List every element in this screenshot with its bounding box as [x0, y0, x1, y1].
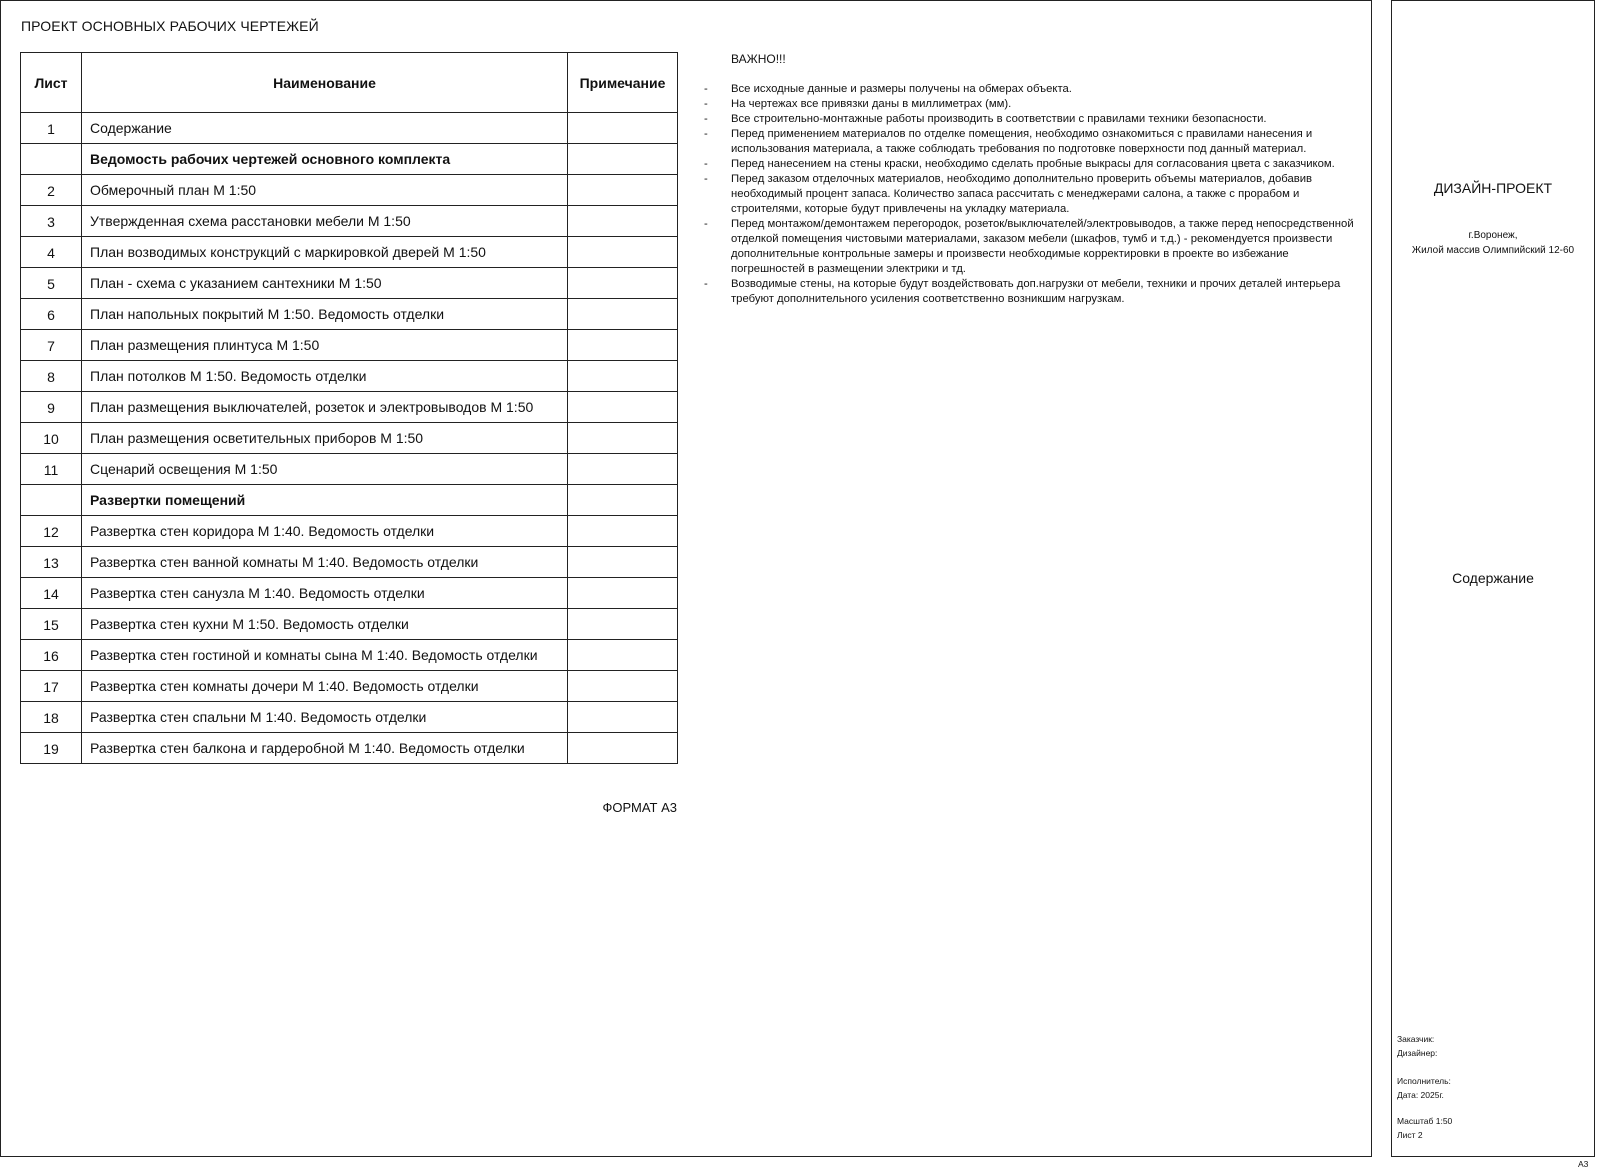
sheet-note-cell: [568, 578, 678, 609]
note-bullet: -: [704, 83, 708, 95]
note-item: [704, 112, 1354, 127]
document-title: ПРОЕКТ ОСНОВНЫХ РАБОЧИХ ЧЕРТЕЖЕЙ: [21, 18, 319, 34]
sheet-name-cell: Развертка стен спальни М 1:40. Ведомость отделки: [82, 702, 568, 733]
sheet-note-cell: [568, 237, 678, 268]
sheet-number-cell: 1: [21, 113, 82, 144]
table-row: [21, 454, 678, 485]
table-row: [21, 392, 678, 423]
sheet-number-cell: 9: [21, 392, 82, 423]
table-row: [21, 733, 678, 764]
sheet-name-cell: Сценарий освещения М 1:50: [82, 454, 568, 485]
sheet-number-cell: 6: [21, 299, 82, 330]
note-text: Возводимые стены, на которые будут воздействовать доп.нагрузки от мебели, техники и прочих деталей интерьера требуют дополнительного усиления соответственно возникшим нагрузкам.: [731, 278, 1341, 305]
sheet-name-cell: План напольных покрытий М 1:50. Ведомость отделки: [82, 299, 568, 330]
table-row: [21, 206, 678, 237]
date-label: Дата: 2025г.: [1397, 1090, 1444, 1100]
city: г.Воронеж,: [1468, 230, 1518, 241]
sheet-name-cell: Развертка стен ванной комнаты М 1:40. Ведомость отделки: [82, 547, 568, 578]
note-bullet: -: [704, 158, 708, 170]
table-row: [21, 299, 678, 330]
note-item: [704, 277, 1354, 307]
note-item: [704, 127, 1354, 157]
sheet-list-table: [20, 52, 678, 764]
sheet-name-cell: Развертка стен коридора М 1:40. Ведомость отделки: [82, 516, 568, 547]
header-name: Наименование: [82, 53, 568, 113]
sheet-number-cell: 10: [21, 423, 82, 454]
sheet-note-cell: [568, 609, 678, 640]
sheet-note-cell: [568, 640, 678, 671]
table-row: [21, 547, 678, 578]
header-note: Примечание: [568, 53, 678, 113]
sheet-note-cell: [568, 113, 678, 144]
sheet-number-cell: 11: [21, 454, 82, 485]
table-row: [21, 609, 678, 640]
sheet-name-cell: План - схема с указанием сантехники М 1:50: [82, 268, 568, 299]
table-row: [21, 702, 678, 733]
table-row: [21, 423, 678, 454]
sheet-name-cell: Развертка стен кухни М 1:50. Ведомость отделки: [82, 609, 568, 640]
sheet-number-cell: 2: [21, 175, 82, 206]
note-bullet: -: [704, 98, 708, 110]
sheet-name-cell: Развертка стен санузла М 1:40. Ведомость отделки: [82, 578, 568, 609]
sheet-name-cell: Развертка стен гостиной и комнаты сына М 1:40. Ведомость отделки: [82, 640, 568, 671]
sheet-name-cell: Содержание: [82, 113, 568, 144]
executor-label: Исполнитель:: [1397, 1076, 1451, 1086]
note-bullet: -: [704, 173, 708, 185]
table-header-row: [21, 53, 678, 113]
table-row: [21, 268, 678, 299]
sheet-number-cell: 12: [21, 516, 82, 547]
sheet-name-cell: Ведомость рабочих чертежей основного комплекта: [82, 144, 568, 175]
sheet-name-cell: Утвержденная схема расстановки мебели М 1:50: [82, 206, 568, 237]
table-row: [21, 640, 678, 671]
sheet-name: Содержание: [1452, 570, 1534, 586]
sheet-name-cell: Развертка стен балкона и гардеробной М 1:40. Ведомость отделки: [82, 733, 568, 764]
sheet-number-cell: 17: [21, 671, 82, 702]
header-sheet: Лист: [21, 53, 82, 113]
sheet-note-cell: [568, 392, 678, 423]
sheet-name-cell: Развертки помещений: [82, 485, 568, 516]
notes-list: [704, 82, 1354, 307]
note-bullet: -: [704, 113, 708, 125]
sheet-note-cell: [568, 361, 678, 392]
sheet-number-cell: 8: [21, 361, 82, 392]
project-type: ДИЗАЙН-ПРОЕКТ: [1433, 180, 1553, 196]
sheet-number-cell: 4: [21, 237, 82, 268]
designer-label: Дизайнер:: [1397, 1048, 1438, 1058]
sheet-note-cell: [568, 671, 678, 702]
sheet-number-cell: [21, 485, 82, 516]
sheet-note-cell: [568, 454, 678, 485]
sheet-number-cell: 19: [21, 733, 82, 764]
sheet-name-cell: План размещения осветительных приборов М 1:50: [82, 423, 568, 454]
scale-label: Масштаб 1:50: [1397, 1116, 1453, 1126]
sheet-name-cell: План возводимых конструкций с маркировкой дверей М 1:50: [82, 237, 568, 268]
note-item: [704, 157, 1354, 172]
table-row: [21, 113, 678, 144]
note-text: Все строительно-монтажные работы производить в соответствии с правилами техники безопасности.: [731, 113, 1267, 125]
sheet-note-cell: [568, 423, 678, 454]
note-item: [704, 97, 1354, 112]
sheet-note-cell: [568, 206, 678, 237]
table-row: [21, 578, 678, 609]
note-text: Все исходные данные и размеры получены на обмерах объекта.: [731, 83, 1072, 95]
note-item: [704, 217, 1354, 277]
sheet-number-cell: [21, 144, 82, 175]
sheet-number-label: Лист 2: [1397, 1130, 1423, 1140]
sheet-number-cell: 5: [21, 268, 82, 299]
sheet-name-cell: План размещения плинтуса М 1:50: [82, 330, 568, 361]
sheet-number-cell: 3: [21, 206, 82, 237]
table-row: [21, 516, 678, 547]
table-row: [21, 485, 678, 516]
sheet-name-cell: План размещения выключателей, розеток и электровыводов М 1:50: [82, 392, 568, 423]
sheet-name-cell: Обмерочный план М 1:50: [82, 175, 568, 206]
table-row: [21, 144, 678, 175]
notes-heading: ВАЖНО!!!: [731, 52, 786, 66]
table-row: [21, 671, 678, 702]
sheet-note-cell: [568, 299, 678, 330]
sheet-note-cell: [568, 516, 678, 547]
sheet-note-cell: [568, 175, 678, 206]
sheet-number-cell: 7: [21, 330, 82, 361]
note-bullet: -: [704, 278, 708, 290]
note-item: [704, 172, 1354, 217]
sheet-number-cell: 18: [21, 702, 82, 733]
sheet-note-cell: [568, 702, 678, 733]
paper-format-label: А3: [1578, 1159, 1589, 1169]
note-text: Перед заказом отделочных материалов, необходимо дополнительно проверить объемы материалов, добавив необходимый процент запаса. Количество запаса рассчитать с менеджерами салона, а также с прорабом и строителями, которые будут привлечены на укладку материала.: [731, 173, 1313, 215]
sheet-note-cell: [568, 485, 678, 516]
sheet-note-cell: [568, 547, 678, 578]
note-text: Перед монтажом/демонтажем перегородок, розеток/выключателей/электровыводов, а также перед непосредственной отделкой помещения чистовыми материалами, заказом мебели (шкафов, тумб и т.д.) - рекомендуется произвести дополнительные контрольные замеры и произвести необходимые корректировки в проекте во избежание погрешностей в размещении электрики и тд.: [731, 218, 1354, 275]
sheet-name-cell: Развертка стен комнаты дочери М 1:40. Ведомость отделки: [82, 671, 568, 702]
table-row: [21, 175, 678, 206]
sheet-number-cell: 13: [21, 547, 82, 578]
sheet-note-cell: [568, 144, 678, 175]
sheet-number-cell: 15: [21, 609, 82, 640]
sheet-note-cell: [568, 330, 678, 361]
note-bullet: -: [704, 128, 708, 140]
note-text: На чертежах все привязки даны в миллиметрах (мм).: [731, 98, 1012, 110]
sheet-name-cell: План потолков М 1:50. Ведомость отделки: [82, 361, 568, 392]
table-row: [21, 361, 678, 392]
sheet-note-cell: [568, 733, 678, 764]
address: Жилой массив Олимпийский 12-60: [1411, 245, 1575, 256]
important-notes: [704, 52, 1354, 307]
sheet-number-cell: 16: [21, 640, 82, 671]
note-text: Перед нанесением на стены краски, необходимо сделать пробные выкрасы для согласования цвета с заказчиком.: [731, 158, 1335, 170]
customer-label: Заказчик:: [1397, 1034, 1435, 1044]
table-row: [21, 330, 678, 361]
sheet-number-cell: 14: [21, 578, 82, 609]
note-text: Перед применением материалов по отделке помещения, необходимо ознакомиться с правилами нанесения и использования материала, а также соблюдать требования по подготовке поверхности под данный материал.: [731, 128, 1313, 155]
note-bullet: -: [704, 218, 708, 230]
table-row: [21, 237, 678, 268]
sheet-note-cell: [568, 268, 678, 299]
project-address: [1391, 228, 1595, 258]
sheet-rows: [21, 113, 678, 764]
format-label: ФОРМАТ А3: [602, 800, 677, 815]
note-item: [704, 82, 1354, 97]
